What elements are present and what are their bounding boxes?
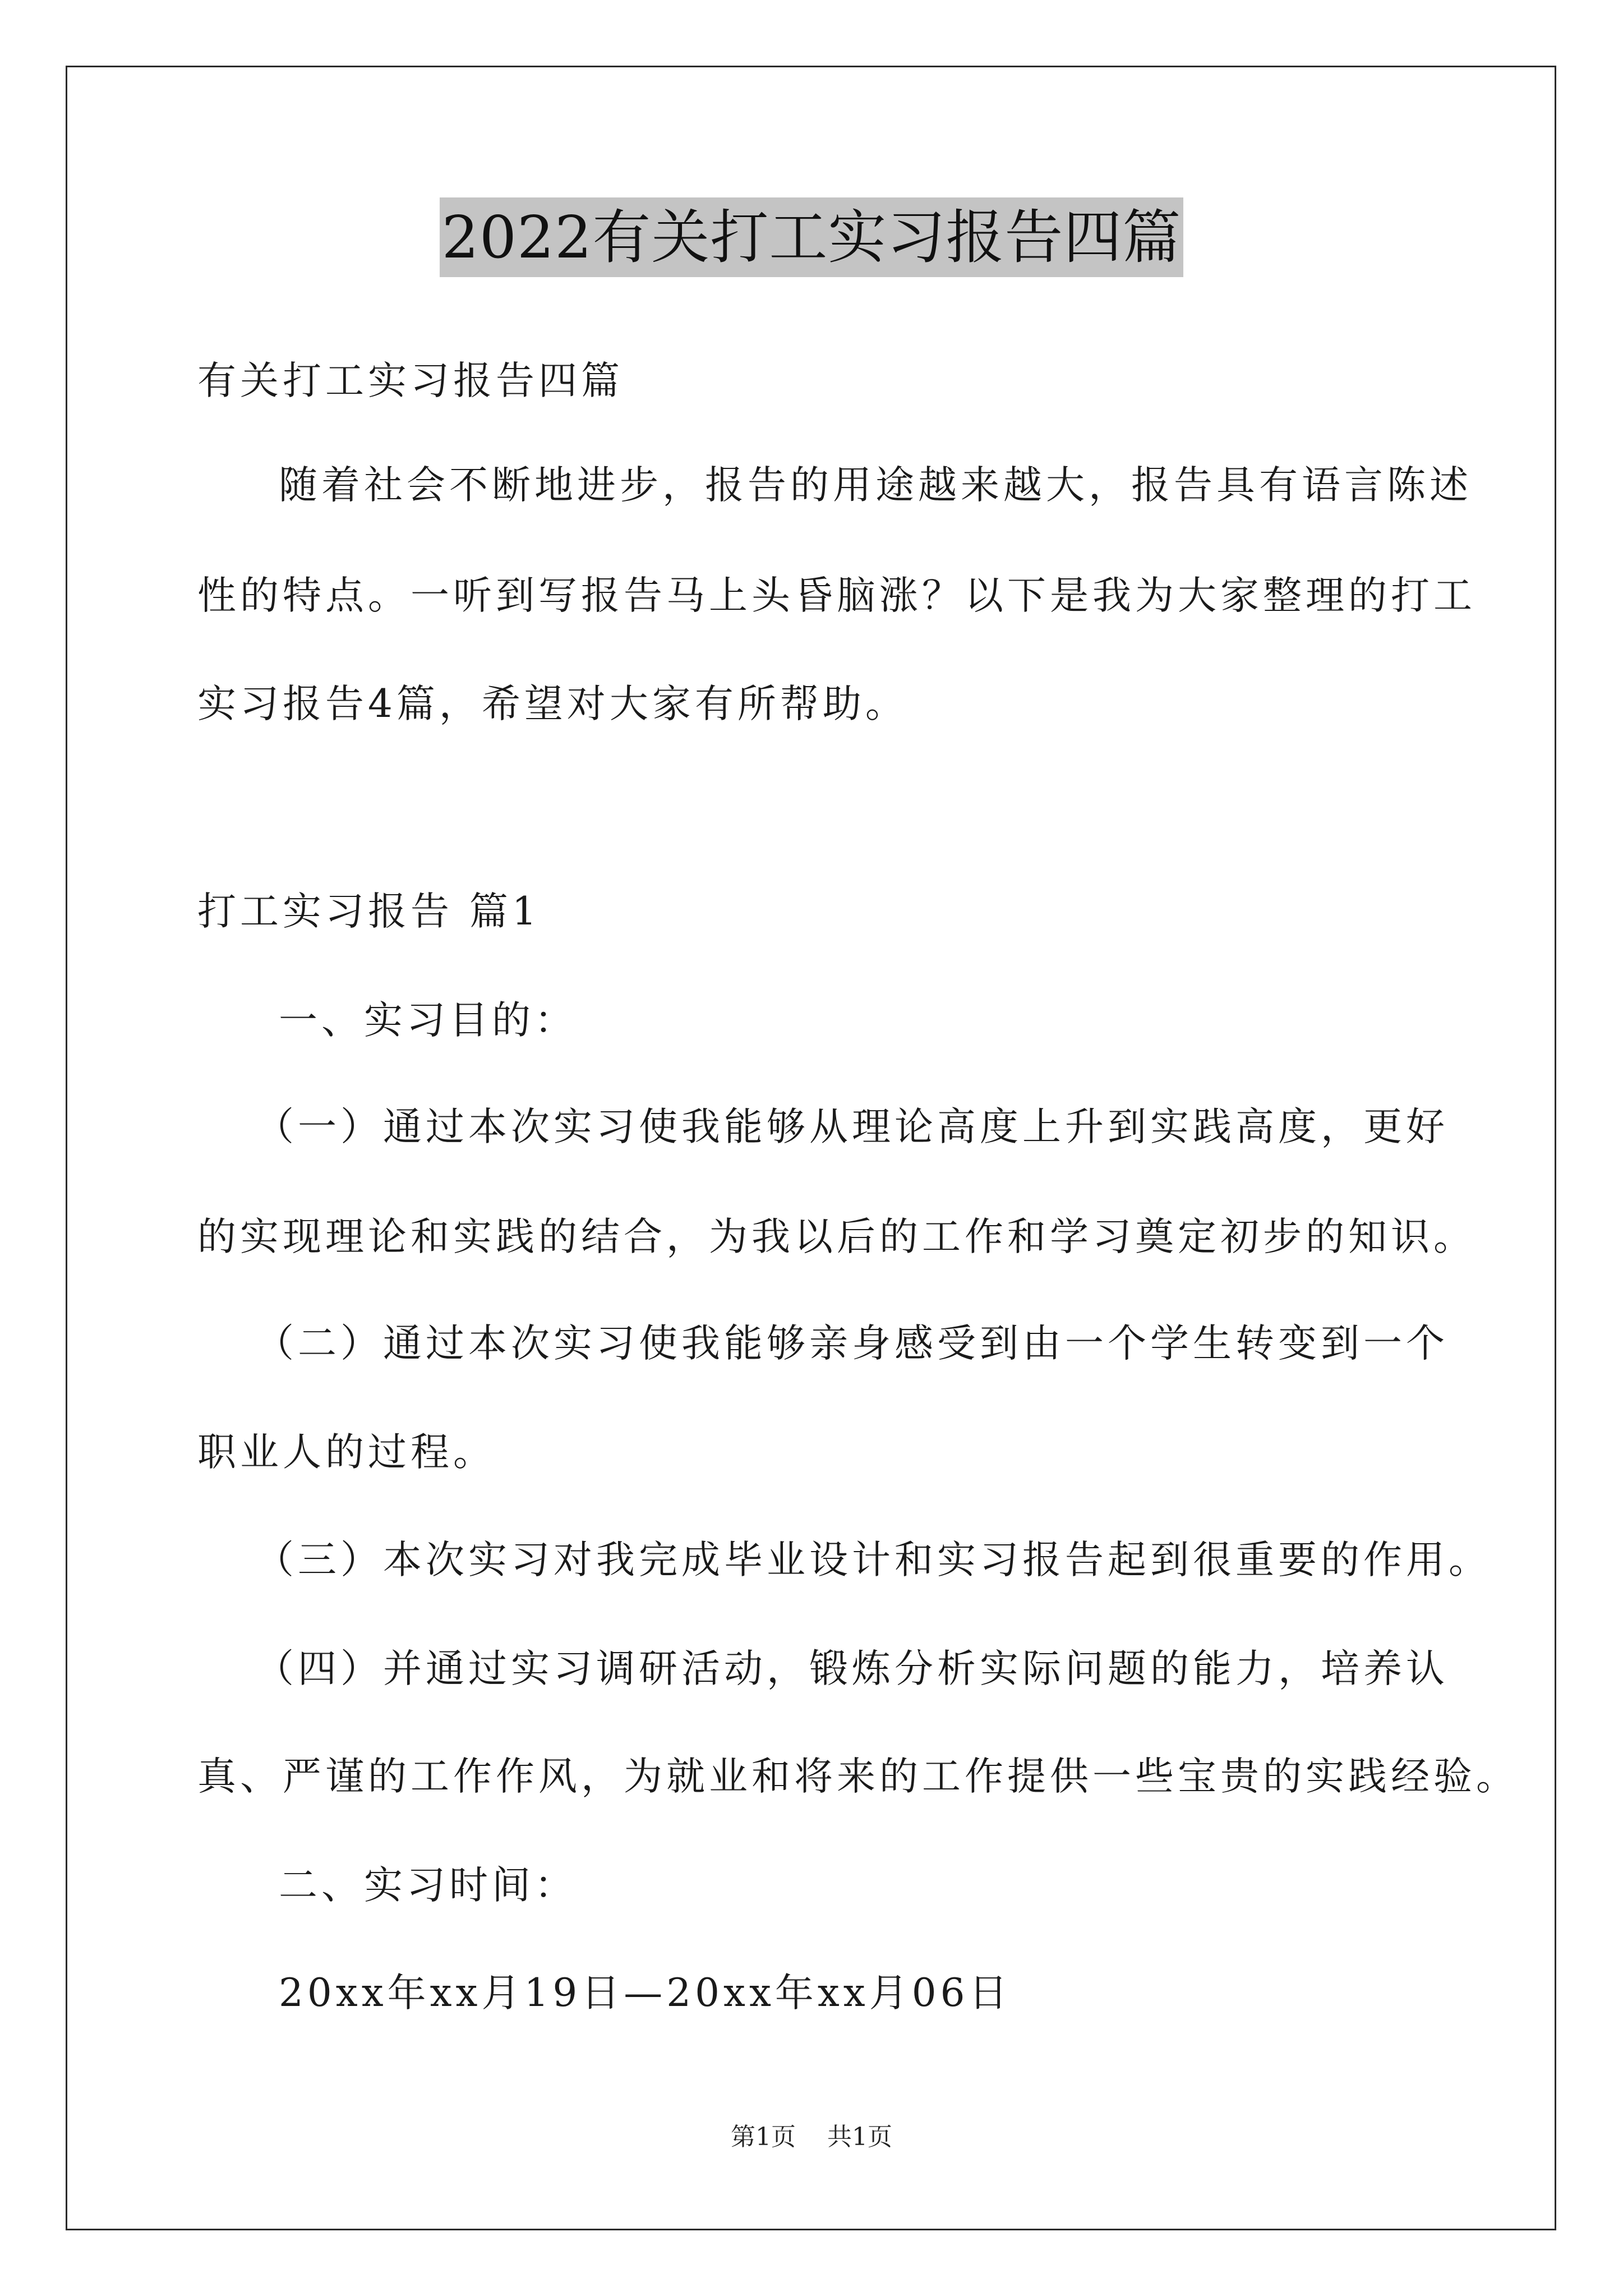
body-line-10: 20xx年xx月19日—20xx年xx月06日: [279, 1971, 1012, 2016]
document-title: 2022有关打工实习报告四篇: [440, 197, 1184, 277]
title-container: [0, 197, 1623, 277]
page-number: 第1页: [731, 2123, 796, 2151]
intro-line-3: 实习报告4篇，希望对大家有所帮助。: [197, 682, 908, 726]
page-footer: [0, 2120, 1623, 2154]
intro-line-1: 随着社会不断地进步，报告的用途越来越大，报告具有语言陈述: [279, 463, 1472, 508]
body-line-7: （四）并通过实习调研活动，锻炼分析实际问题的能力，培养认: [255, 1646, 1449, 1691]
body-line-1: 一、实习目的：: [279, 998, 577, 1043]
body-line-4: （二）通过本次实习使我能够亲身感受到由一个学生转变到一个: [255, 1321, 1449, 1366]
document-subtitle: 有关打工实习报告四篇: [197, 358, 624, 403]
body-line-3: 的实现理论和实践的结合，为我以后的工作和学习奠定初步的知识。: [197, 1214, 1476, 1259]
body-line-6: （三）本次实习对我完成毕业设计和实习报告起到很重要的作用。: [255, 1538, 1491, 1582]
body-line-5: 职业人的过程。: [197, 1430, 496, 1475]
body-line-9: 二、实习时间：: [279, 1863, 577, 1908]
body-line-2: （一）通过本次实习使我能够从理论高度上升到实践高度，更好: [255, 1105, 1449, 1149]
intro-line-2: 性的特点。一听到写报告马上头昏脑涨？以下是我为大家整理的打工: [197, 573, 1476, 618]
section-heading: 打工实习报告 篇1: [197, 889, 541, 934]
page-total: 共1页: [827, 2123, 892, 2151]
body-line-8: 真、严谨的工作作风，为就业和将来的工作提供一些宝贵的实践经验。: [197, 1754, 1519, 1799]
